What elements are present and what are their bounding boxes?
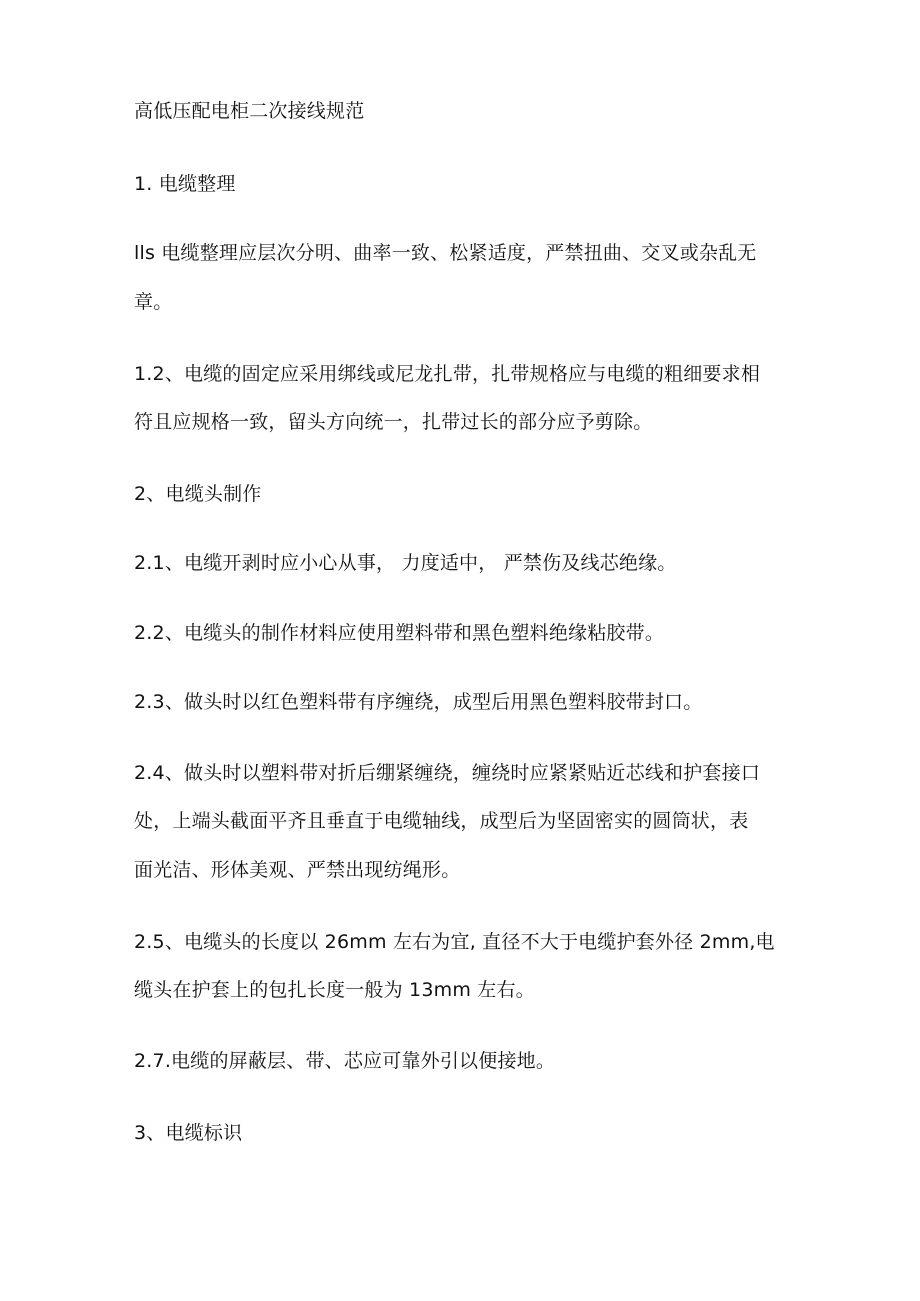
paragraph-2-1: 2.1、电缆开剥时应小心从事， 力度适中， 严禁伤及线芯绝缘。: [134, 552, 677, 574]
paragraph-2-7: 2.7.电缆的屏蔽层、带、芯应可靠外引以便接地。: [134, 1050, 556, 1072]
paragraph-1-2-line-1: 1.2、电缆的固定应采用绑线或尼龙扎带，扎带规格应与电缆的粗细要求相: [134, 363, 761, 385]
section-heading-3: 3、电缆标识: [134, 1122, 243, 1144]
section-heading-1: 1. 电缆整理: [134, 173, 236, 195]
section-heading-2: 2、电缆头制作: [134, 483, 262, 505]
paragraph-2-2: 2.2、电缆头的制作材料应使用塑料带和黑色塑料绝缘粘胶带。: [134, 622, 665, 644]
paragraph-1-1-line-2: 章。: [134, 291, 173, 313]
paragraph-2-5-line-1: 2.5、电缆头的长度以 26mm 左右为宜, 直径不大于电缆护套外径 2mm,电: [134, 931, 775, 953]
paragraph-2-3: 2.3、做头时以红色塑料带有序缠绕，成型后用黑色塑料胶带封口。: [134, 691, 703, 713]
paragraph-2-4-line-3: 面光洁、形体美观、严禁出现纺绳形。: [134, 859, 461, 881]
paragraph-2-4-line-2: 处，上端头截面平齐且垂直于电缆轴线，成型后为坚固密实的圆筒状，表: [134, 810, 749, 832]
document-title: 高低压配电柜二次接线规范: [134, 100, 365, 122]
paragraph-1-1-line-1: lls 电缆整理应层次分明、曲率一致、松紧适度，严禁扭曲、交叉或杂乱无: [134, 242, 757, 264]
paragraph-2-4-line-1: 2.4、做头时以塑料带对折后绷紧缠绕，缠绕时应紧紧贴近芯线和护套接口: [134, 762, 761, 784]
paragraph-2-5-line-2: 缆头在护套上的包扎长度一般为 13mm 左右。: [134, 979, 535, 1001]
paragraph-1-2-line-2: 符且应规格一致，留头方向统一，扎带过长的部分应予剪除。: [134, 411, 653, 433]
